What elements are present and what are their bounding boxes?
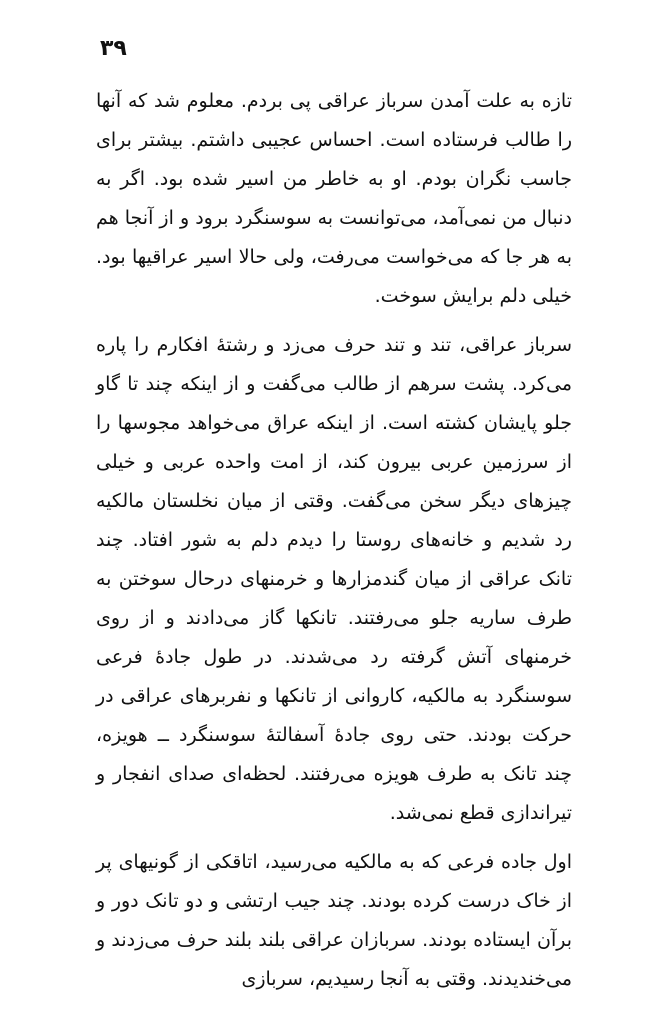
paragraph-1: تازه به علت آمدن سرباز عراقی پی بردم. معلوم شد که آنها را طالب فرستاده است. احساس عجیبی داشتم. بیشتر برای جاسب نگران بودم. او به خاطر من اسیر شده بود. اگر به دنبال من نمی‌آمد، می‌توانست به سوسنگرد برود و از آنجا هم به هر جا که می‌خواست می‌رفت، ولی حالا اسیر عراقیها بود. خیلی دلم برایش سوخت. <box>96 90 572 307</box>
page-number: ۳۹ <box>100 36 127 61</box>
body-text <box>96 82 572 1009</box>
paragraph-3: اول جاده فرعی که به مالکیه می‌رسید، اتاقکی از گونیهای پر از خاک درست کرده بودند. چند جیب ارتشی و دو تانک دور و برآن ایستاده بودند. سربازان عراقی بلند بلند حرف می‌زدند و می‌خندیدند. وقتی به آنجا رسیدیم، سربازی <box>96 851 572 990</box>
paragraph-2: سرباز عراقی، تند و تند حرف می‌زد و رشتهٔ افکارم را پاره می‌کرد. پشت سرهم از طالب می‌گفت و از اینکه چند تا گاو جلو پایشان کشته است. از اینکه عراق می‌خواهد مجوسها را از سرزمین عربی بیرون کند، از امت واحده عربی و خیلی چیزهای دیگر سخن می‌گفت. وقتی از میان نخلستان مالکیه رد شدیم و خانه‌های روستا را دیدم دلم به شور افتاد. چند تانک عراقی از میان گندمزارها و خرمنهای درحال سوختن به طرف ساریه جلو می‌رفتند. تانکها گاز می‌دادند و از روی خرمنهای آتش گرفته رد می‌شدند. در طول جادهٔ فرعی سوسنگرد به مالکیه، کاروانی از تانکها و نفربرهای عراقی در حرکت بودند. حتی روی جادهٔ آسفالتهٔ سوسنگرد ــ هویزه، چند تانک به طرف هویزه می‌رفتند. لحظه‌ای صدای انفجار و تیراندازی قطع نمی‌شد. <box>96 334 572 824</box>
